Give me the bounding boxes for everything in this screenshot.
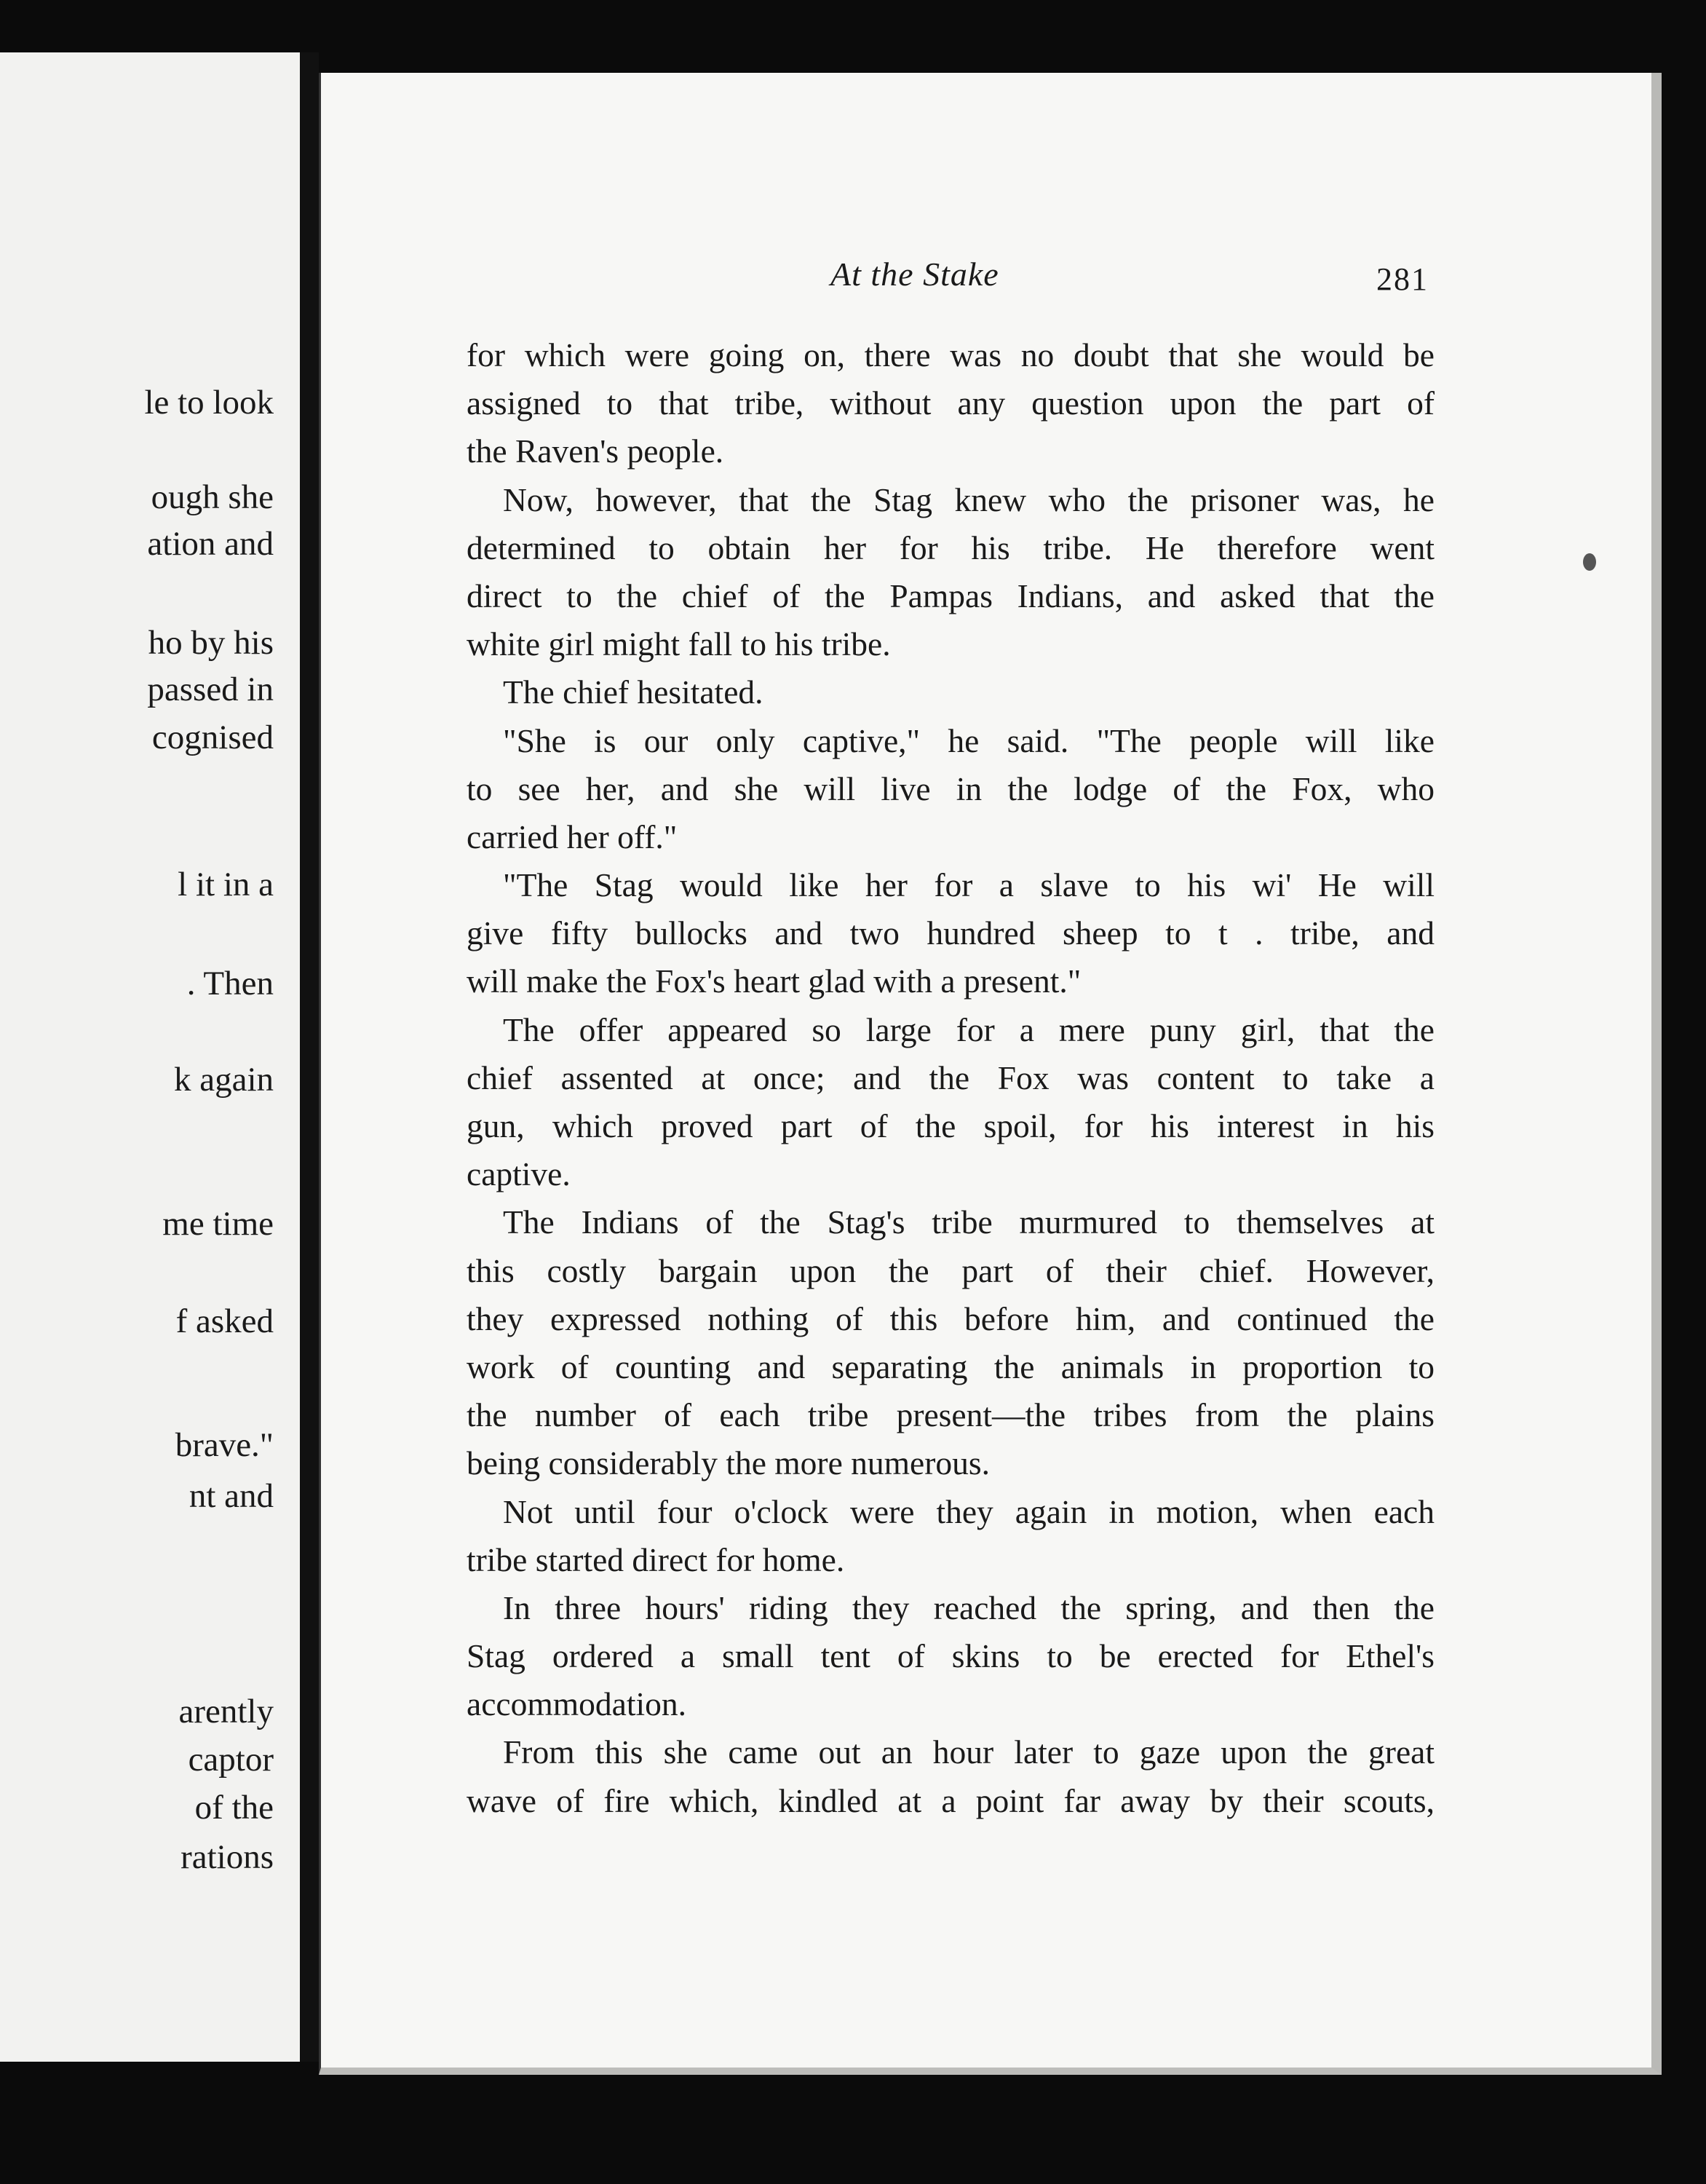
text-line: to see her, and she will live in the lodge of the Fox, who xyxy=(467,769,1435,807)
text-line: will make the Fox's heart glad with a present." xyxy=(467,962,1082,1000)
text-line: tribe started direct for home. xyxy=(467,1540,845,1578)
left-page-line: ough she xyxy=(151,478,274,516)
left-page-line: rations xyxy=(180,1838,274,1876)
text-line: the number of each tribe present—the tribes from the plains xyxy=(467,1396,1435,1434)
text-line: determined to obtain her for his tribe. He therefore went xyxy=(467,529,1435,566)
text-line: the Raven's people. xyxy=(467,432,724,470)
left-page-line: cognised xyxy=(151,719,274,756)
text-line: direct to the chief of the Pampas Indians, and asked that the xyxy=(467,577,1435,614)
left-page-line: ation and xyxy=(147,525,274,563)
left-page-line: f asked xyxy=(175,1302,274,1340)
book-gutter xyxy=(300,52,319,2062)
previous-page-fragment xyxy=(0,52,303,2062)
text-line: "She is our only captive," he said. "The people will like xyxy=(503,721,1435,759)
text-line: work of counting and separating the animals in proportion to xyxy=(467,1348,1435,1385)
text-line: "The Stag would like her for a slave to his wi' He will xyxy=(503,866,1435,904)
left-page-line: brave." xyxy=(175,1426,274,1464)
text-line: carried her off." xyxy=(467,818,678,855)
text-line: white girl might fall to his tribe. xyxy=(467,625,891,663)
left-page-line: l it in a xyxy=(178,866,274,903)
text-line: Not until four o'clock were they again in motion, when each xyxy=(503,1492,1435,1530)
text-line: In three hours' riding they reached the spring, and then the xyxy=(503,1588,1435,1626)
text-line: for which were going on, there was no doubt that she would be xyxy=(467,336,1435,373)
text-line: From this she came out an hour later to gaze upon the great xyxy=(503,1733,1435,1771)
text-line: Now, however, that the Stag knew who the prisoner was, he xyxy=(503,480,1435,518)
text-line: wave of fire which, kindled at a point far away by their scouts, xyxy=(467,1781,1435,1819)
left-page-line: . Then xyxy=(186,965,274,1002)
text-line: accommodation. xyxy=(467,1685,686,1723)
text-line: captive. xyxy=(467,1155,571,1193)
left-page-line: me time xyxy=(162,1205,274,1243)
text-line: gun, which proved part of the spoil, for his interest in his xyxy=(467,1107,1435,1144)
text-line: this costly bargain upon the part of their chief. However, xyxy=(467,1251,1435,1289)
book-page xyxy=(319,73,1662,2075)
left-page-line: k again xyxy=(173,1061,274,1099)
left-page-line: arently xyxy=(178,1693,274,1730)
left-page-line: nt and xyxy=(189,1477,274,1515)
text-line: The chief hesitated. xyxy=(503,673,763,711)
left-page-line: of the xyxy=(194,1789,274,1827)
page-number: 281 xyxy=(1376,261,1429,297)
text-line: assigned to that tribe, without any question upon the part of xyxy=(467,384,1435,422)
text-line: chief assented at once; and the Fox was content to take a xyxy=(467,1059,1435,1096)
text-line: The Indians of the Stag's tribe murmured to themselves at xyxy=(503,1203,1435,1241)
text-line: The offer appeared so large for a mere puny girl, that the xyxy=(503,1010,1435,1048)
ink-speck xyxy=(1583,553,1596,571)
text-line: being considerably the more numerous. xyxy=(467,1444,990,1482)
text-line: give fifty bullocks and two hundred sheep to t . tribe, and xyxy=(467,914,1435,952)
left-page-line: ho by his xyxy=(148,624,274,662)
left-page-line: le to look xyxy=(144,384,274,422)
text-line: they expressed nothing of this before him, and continued the xyxy=(467,1299,1435,1337)
running-head: At the Stake xyxy=(830,256,999,293)
text-line: Stag ordered a small tent of skins to be erected for Ethel's xyxy=(467,1637,1435,1675)
left-page-line: passed in xyxy=(147,670,274,708)
left-page-line: captor xyxy=(188,1741,274,1779)
body-text xyxy=(467,331,1435,1825)
